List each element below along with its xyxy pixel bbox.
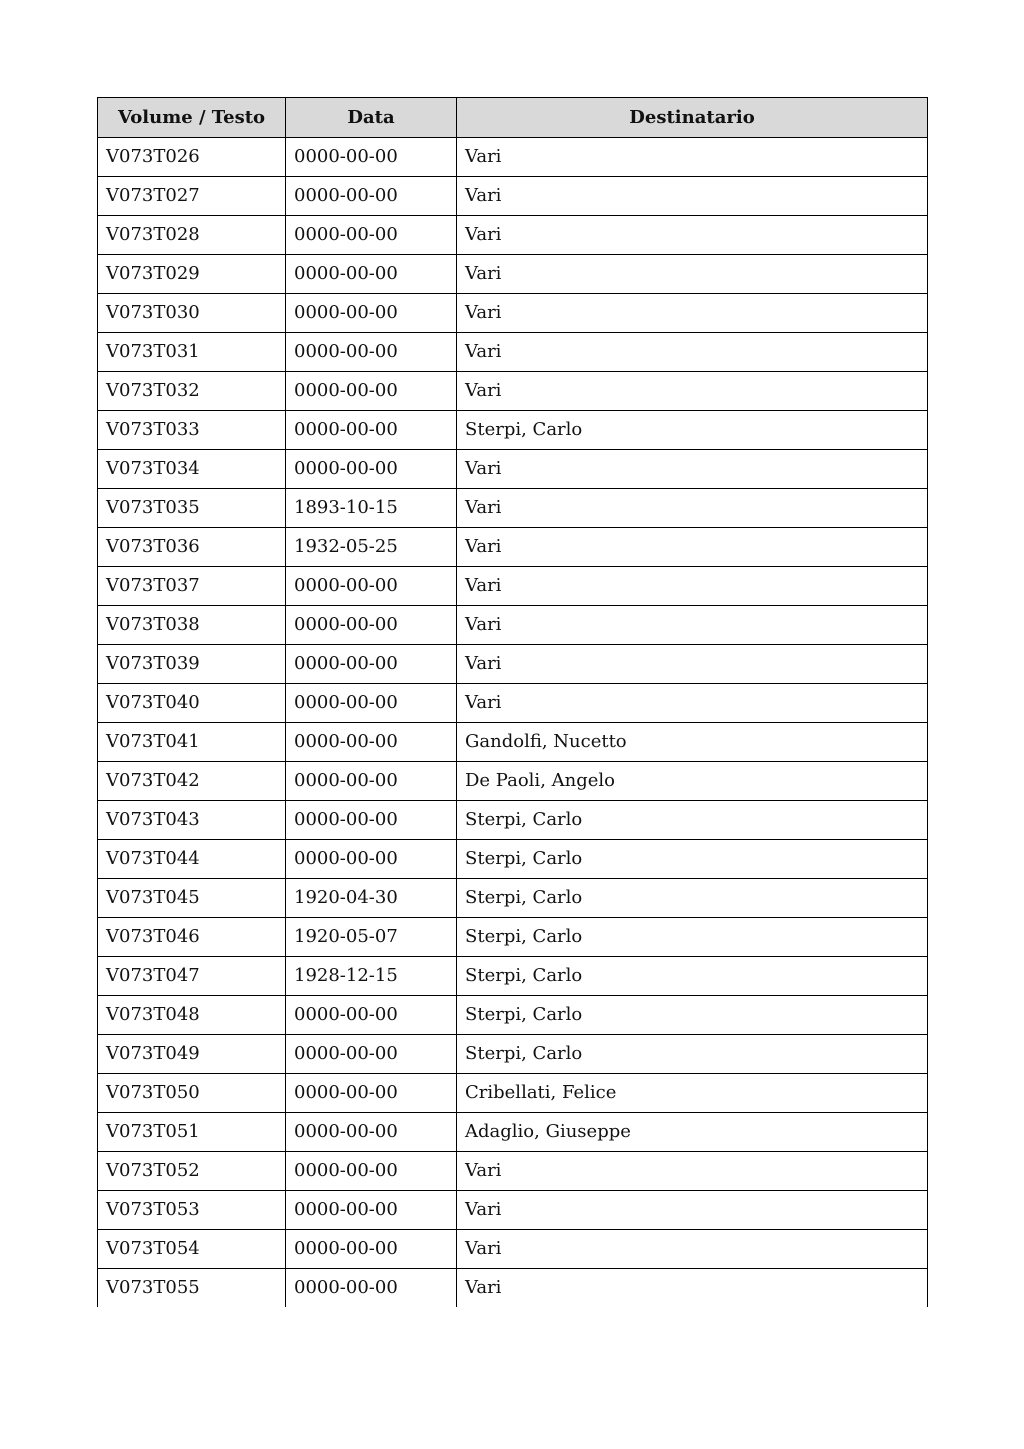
table-body bbox=[98, 138, 928, 1308]
cell-volume-testo: V073T039 bbox=[98, 645, 286, 684]
cell-data: 1920-04-30 bbox=[286, 879, 457, 918]
cell-data: 0000-00-00 bbox=[286, 216, 457, 255]
cell-destinatario: Gandolfi, Nucetto bbox=[457, 723, 928, 762]
cell-data: 0000-00-00 bbox=[286, 1113, 457, 1152]
cell-volume-testo: V073T037 bbox=[98, 567, 286, 606]
cell-data: 0000-00-00 bbox=[286, 567, 457, 606]
cell-volume-testo: V073T049 bbox=[98, 1035, 286, 1074]
cell-data: 0000-00-00 bbox=[286, 606, 457, 645]
table-row bbox=[98, 1035, 928, 1074]
column-header-volume-testo: Volume / Testo bbox=[98, 98, 286, 138]
cell-volume-testo: V073T053 bbox=[98, 1191, 286, 1230]
table-row bbox=[98, 411, 928, 450]
cell-destinatario: Vari bbox=[457, 684, 928, 723]
cell-data: 0000-00-00 bbox=[286, 801, 457, 840]
cell-volume-testo: V073T052 bbox=[98, 1152, 286, 1191]
table-row bbox=[98, 684, 928, 723]
cell-destinatario: Vari bbox=[457, 255, 928, 294]
cell-destinatario: Vari bbox=[457, 1269, 928, 1308]
table-row bbox=[98, 918, 928, 957]
cell-destinatario: Sterpi, Carlo bbox=[457, 1035, 928, 1074]
cell-destinatario: Vari bbox=[457, 567, 928, 606]
table-row bbox=[98, 1191, 928, 1230]
cell-volume-testo: V073T035 bbox=[98, 489, 286, 528]
cell-data: 0000-00-00 bbox=[286, 294, 457, 333]
cell-destinatario: Cribellati, Felice bbox=[457, 1074, 928, 1113]
table-row bbox=[98, 762, 928, 801]
cell-destinatario: Vari bbox=[457, 1230, 928, 1269]
cell-data: 0000-00-00 bbox=[286, 333, 457, 372]
cell-destinatario: Vari bbox=[457, 294, 928, 333]
cell-destinatario: Vari bbox=[457, 333, 928, 372]
table-row bbox=[98, 333, 928, 372]
cell-volume-testo: V073T030 bbox=[98, 294, 286, 333]
cell-destinatario: Sterpi, Carlo bbox=[457, 411, 928, 450]
table-row bbox=[98, 372, 928, 411]
table-row bbox=[98, 996, 928, 1035]
cell-destinatario: Vari bbox=[457, 528, 928, 567]
cell-destinatario: Vari bbox=[457, 372, 928, 411]
cell-volume-testo: V073T040 bbox=[98, 684, 286, 723]
cell-data: 0000-00-00 bbox=[286, 723, 457, 762]
cell-volume-testo: V073T029 bbox=[98, 255, 286, 294]
cell-data: 1928-12-15 bbox=[286, 957, 457, 996]
cell-data: 1893-10-15 bbox=[286, 489, 457, 528]
cell-destinatario: Vari bbox=[457, 645, 928, 684]
cell-data: 0000-00-00 bbox=[286, 177, 457, 216]
cell-destinatario: De Paoli, Angelo bbox=[457, 762, 928, 801]
table-row bbox=[98, 801, 928, 840]
cell-volume-testo: V073T031 bbox=[98, 333, 286, 372]
cell-volume-testo: V073T043 bbox=[98, 801, 286, 840]
cell-destinatario: Sterpi, Carlo bbox=[457, 801, 928, 840]
cell-destinatario: Sterpi, Carlo bbox=[457, 996, 928, 1035]
cell-data: 0000-00-00 bbox=[286, 138, 457, 177]
cell-destinatario: Sterpi, Carlo bbox=[457, 957, 928, 996]
cell-destinatario: Vari bbox=[457, 177, 928, 216]
cell-volume-testo: V073T044 bbox=[98, 840, 286, 879]
cell-volume-testo: V073T050 bbox=[98, 1074, 286, 1113]
cell-volume-testo: V073T051 bbox=[98, 1113, 286, 1152]
table-header-row bbox=[98, 98, 928, 138]
cell-destinatario: Vari bbox=[457, 1152, 928, 1191]
cell-volume-testo: V073T046 bbox=[98, 918, 286, 957]
cell-data: 0000-00-00 bbox=[286, 1269, 457, 1308]
cell-destinatario: Vari bbox=[457, 1191, 928, 1230]
cell-destinatario: Vari bbox=[457, 606, 928, 645]
cell-data: 0000-00-00 bbox=[286, 450, 457, 489]
cell-volume-testo: V073T038 bbox=[98, 606, 286, 645]
table-row bbox=[98, 489, 928, 528]
cell-volume-testo: V073T032 bbox=[98, 372, 286, 411]
table-row bbox=[98, 294, 928, 333]
cell-data: 0000-00-00 bbox=[286, 684, 457, 723]
cell-volume-testo: V073T034 bbox=[98, 450, 286, 489]
cell-destinatario: Sterpi, Carlo bbox=[457, 879, 928, 918]
table-row bbox=[98, 528, 928, 567]
table-row bbox=[98, 177, 928, 216]
cell-volume-testo: V073T026 bbox=[98, 138, 286, 177]
cell-data: 0000-00-00 bbox=[286, 645, 457, 684]
cell-volume-testo: V073T054 bbox=[98, 1230, 286, 1269]
cell-data: 0000-00-00 bbox=[286, 762, 457, 801]
cell-data: 0000-00-00 bbox=[286, 840, 457, 879]
cell-volume-testo: V073T048 bbox=[98, 996, 286, 1035]
table-row bbox=[98, 216, 928, 255]
table-row bbox=[98, 879, 928, 918]
cell-data: 0000-00-00 bbox=[286, 411, 457, 450]
cell-destinatario: Vari bbox=[457, 489, 928, 528]
cell-data: 0000-00-00 bbox=[286, 996, 457, 1035]
table-row bbox=[98, 450, 928, 489]
table-row bbox=[98, 1074, 928, 1113]
cell-volume-testo: V073T033 bbox=[98, 411, 286, 450]
column-header-data: Data bbox=[286, 98, 457, 138]
table-row bbox=[98, 645, 928, 684]
cell-volume-testo: V073T055 bbox=[98, 1269, 286, 1308]
table-row bbox=[98, 1152, 928, 1191]
cell-destinatario: Sterpi, Carlo bbox=[457, 840, 928, 879]
column-header-destinatario: Destinatario bbox=[457, 98, 928, 138]
cell-data: 0000-00-00 bbox=[286, 1152, 457, 1191]
table-row bbox=[98, 957, 928, 996]
table-row bbox=[98, 1269, 928, 1308]
letters-table bbox=[97, 97, 928, 1307]
table-row bbox=[98, 1230, 928, 1269]
cell-data: 0000-00-00 bbox=[286, 1230, 457, 1269]
cell-volume-testo: V073T045 bbox=[98, 879, 286, 918]
table-row bbox=[98, 606, 928, 645]
table-row bbox=[98, 138, 928, 177]
cell-data: 0000-00-00 bbox=[286, 1035, 457, 1074]
cell-data: 1920-05-07 bbox=[286, 918, 457, 957]
cell-volume-testo: V073T036 bbox=[98, 528, 286, 567]
cell-destinatario: Vari bbox=[457, 216, 928, 255]
cell-data: 0000-00-00 bbox=[286, 1074, 457, 1113]
table-row bbox=[98, 840, 928, 879]
table-row bbox=[98, 723, 928, 762]
cell-destinatario: Vari bbox=[457, 450, 928, 489]
cell-data: 0000-00-00 bbox=[286, 1191, 457, 1230]
cell-destinatario: Sterpi, Carlo bbox=[457, 918, 928, 957]
cell-volume-testo: V073T047 bbox=[98, 957, 286, 996]
table-row bbox=[98, 567, 928, 606]
cell-destinatario: Vari bbox=[457, 138, 928, 177]
table-row bbox=[98, 255, 928, 294]
cell-volume-testo: V073T028 bbox=[98, 216, 286, 255]
cell-data: 0000-00-00 bbox=[286, 255, 457, 294]
table-row bbox=[98, 1113, 928, 1152]
cell-data: 0000-00-00 bbox=[286, 372, 457, 411]
cell-data: 1932-05-25 bbox=[286, 528, 457, 567]
cell-volume-testo: V073T042 bbox=[98, 762, 286, 801]
cell-volume-testo: V073T041 bbox=[98, 723, 286, 762]
cell-volume-testo: V073T027 bbox=[98, 177, 286, 216]
document-page bbox=[97, 97, 927, 1307]
cell-destinatario: Adaglio, Giuseppe bbox=[457, 1113, 928, 1152]
